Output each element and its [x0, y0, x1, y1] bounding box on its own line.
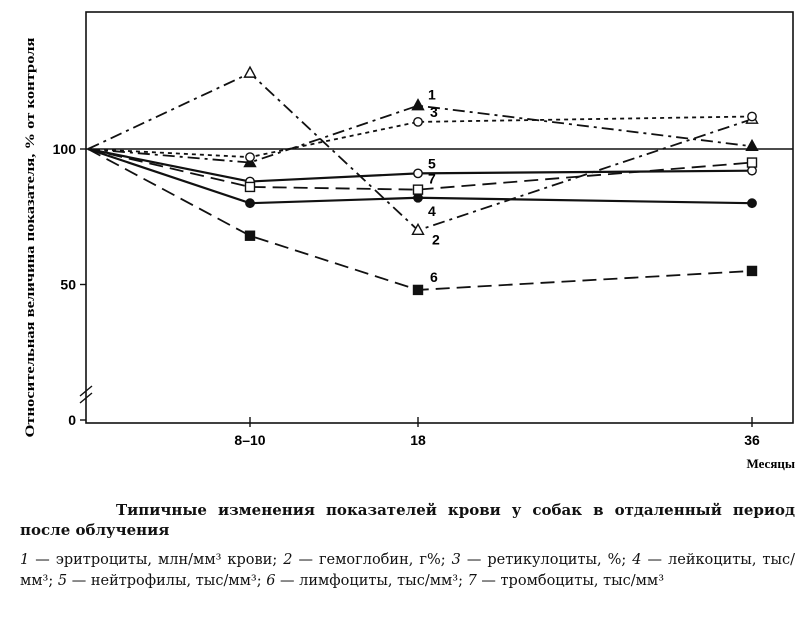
series-5-point — [414, 169, 422, 177]
series-2-point — [245, 67, 256, 77]
legend-number: 7 — [467, 573, 477, 589]
legend-text: — эритроциты, млн/мм³ крови; — [29, 552, 284, 568]
legend-number: 6 — [266, 573, 276, 589]
plot-frame — [80, 12, 793, 423]
legend-text: — лейкоциты, тыс/мм³; — [20, 552, 796, 589]
series-1-point — [413, 100, 424, 110]
legend-text: — тромбоциты, тыс/мм³ — [476, 573, 665, 589]
series-4-point — [748, 199, 756, 207]
x-tick-label: 18 — [410, 432, 426, 448]
series-3-point — [748, 112, 756, 120]
series-7-point — [414, 185, 423, 194]
y-axis-title: Относительная величина показателя, % от контроля — [22, 123, 37, 438]
legend-number: 5 — [57, 573, 68, 589]
y-tick-label: 50 — [60, 276, 76, 293]
series-6-label: 6 — [430, 268, 438, 285]
series-6-point — [246, 231, 255, 240]
y-tick-label: 0 — [68, 412, 76, 428]
series-4-point — [246, 199, 254, 207]
series-2-label: 2 — [432, 231, 440, 248]
series-4 — [88, 149, 756, 219]
legend-number: 3 — [451, 552, 461, 568]
legend-number: 2 — [283, 552, 293, 568]
series-3-label: 3 — [430, 103, 438, 120]
series-3-point — [246, 153, 254, 161]
legend-entry — [20, 552, 283, 568]
legend-entry — [452, 552, 633, 568]
series-4-label: 4 — [428, 202, 436, 219]
series-3-point — [414, 118, 422, 126]
legend-entry — [283, 552, 451, 568]
x-tick-label: 36 — [744, 432, 760, 448]
legend-number: 4 — [632, 552, 642, 568]
legend-entry — [266, 573, 467, 589]
series-5 — [88, 149, 756, 186]
legend-text: — гемоглобин, г%; — [292, 552, 452, 568]
series-6-point — [414, 285, 423, 294]
legend-text: — ретикулоциты, %; — [460, 552, 633, 568]
series-1 — [88, 87, 758, 167]
series-6-point — [748, 266, 757, 275]
series-1-label: 1 — [428, 86, 436, 103]
legend-entry — [58, 573, 266, 589]
caption-title: Типичные изменения показателей крови у собак в отдаленный период после облучения — [20, 501, 795, 539]
caption-legend — [20, 550, 795, 592]
series-group — [88, 67, 758, 294]
x-axis-title: Месяцы — [746, 456, 795, 471]
figure-caption — [20, 500, 795, 592]
series-7-point — [246, 182, 255, 191]
legend-text: — лимфоциты, тыс/мм³; — [275, 573, 468, 589]
legend-number: 1 — [20, 552, 30, 568]
series-7-point — [748, 158, 757, 167]
series-1-point — [747, 140, 758, 150]
x-tick-label: 8–10 — [234, 432, 266, 448]
legend-text: — нейтрофилы, тыс/мм³; — [67, 573, 267, 589]
legend-entry — [468, 573, 664, 589]
series-2-line — [88, 73, 752, 230]
series-7-label: 7 — [428, 170, 436, 187]
series-3 — [88, 104, 756, 161]
plot-border — [86, 12, 793, 423]
tick-group — [53, 141, 760, 448]
series-5-label: 5 — [428, 155, 436, 172]
y-tick-label: 100 — [52, 141, 76, 157]
